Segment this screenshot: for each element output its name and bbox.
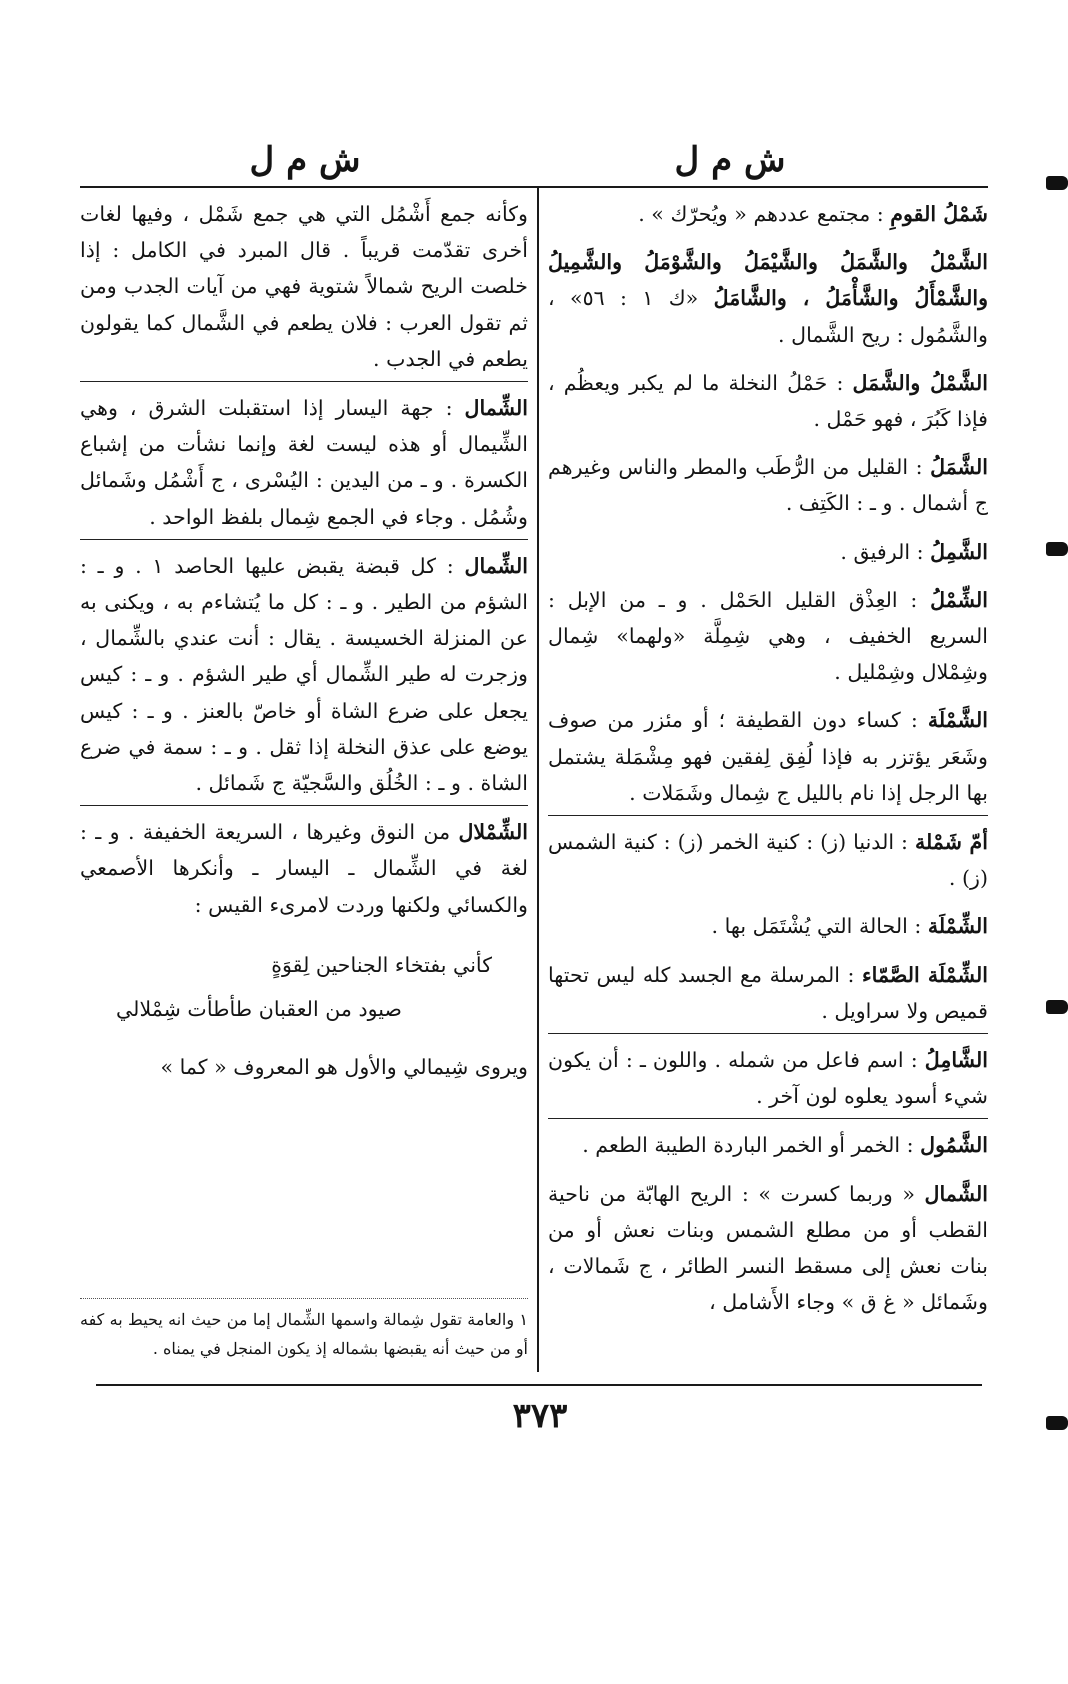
entry-headword: الشِّمْلال	[458, 820, 528, 845]
left-column	[80, 196, 528, 1085]
dictionary-entry	[80, 814, 528, 927]
entry-headword: الشَّمِلُ	[930, 539, 988, 564]
dictionary-entry	[548, 449, 988, 525]
entry-headword: أمّ شَمْلة	[914, 830, 989, 855]
page-number: ٣٧٣	[512, 1396, 568, 1436]
poem-line-2: صيود من العقبان طأطأت شِمْلالي	[116, 996, 402, 1021]
entry-definition: : العِذْق القليل الحَمْل . و ـ من الإبل : السريع الخفيف ، وهي شِمِلَّة «ولهما» شِمال وشِمْلال وشِمْليل .	[548, 587, 988, 685]
entry-definition: من النوق وغيرها ، السريعة الخفيفة . و ـ : لغة في الشِّمال ـ اليسار ـ وأنكرها الأصمعي والكسائي ولكنها وردت لامرىء القيس :	[80, 820, 528, 917]
entry-definition: : كساء دون القطيفة ؛ أو مئزر من صوف وشَعَر يؤتزر به فإذا لُفِق لِفقين فهو مِشْمَلة يشتمل بها الرجل إذا نام بالليل ج شِمال وشَمَلات .	[548, 708, 988, 805]
left-column-header: ش م ل	[249, 140, 361, 180]
entry-definition: : الدنيا (ز) : كنية الخمر (ز) : كنية الشمس (ز) .	[548, 830, 988, 891]
footnote: ١ والعامة تقول شِمالة واسمها الشِّمال إما من حيث انه يحيط به كفه أو من حيث أنه يقبضها بشماله إذ يكون المنجل في يمناه .	[80, 1298, 528, 1363]
dictionary-entry	[548, 582, 988, 695]
margin-mark-icon	[1046, 1416, 1068, 1430]
dictionary-entry	[80, 390, 528, 540]
dictionary-entry	[548, 196, 988, 236]
entry-definition: : جهة اليسار إذا استقبلت الشرق ، وهي الشِّيمال أو هذه ليست لغة وإنما نشأت من إشباع الكسرة . و ـ من اليدين : اليُسْرى ، ج أَشْمُل وشَمائل وشُمُل . وجاء في الجمع شِمال بلفظ الواحد .	[80, 396, 528, 529]
dictionary-entry	[80, 548, 528, 806]
dictionary-entry	[548, 957, 988, 1034]
entry-definition: : الخمر أو الخمر الباردة الطيبة الطعم .	[582, 1133, 914, 1158]
entry-headword: شَمْلُ القومِ	[890, 202, 988, 226]
poem-line-1: كأني بفتخاء الجناحين لِقوَةٍ	[271, 952, 492, 977]
entry-definition: : مجتمع عددهم « ويُحرّك » .	[638, 202, 884, 226]
entry-headword: الشَّمْلُ والشَّمَلُ والشَّيْمَلُ والشَّوْمَلُ والشَّمِيلُ والشَّمْأَلُ والشَّأْمَلُ ، والشَّامَلُ	[548, 250, 989, 311]
column-divider	[537, 188, 539, 1372]
margin-mark-icon	[1046, 1000, 1068, 1014]
entry-definition: : المرسلة مع الجسد كله ليس تحتها قميص ولا سراويل .	[548, 962, 988, 1023]
entry-headword: الشِّمْلَة الصَّمّاء	[861, 962, 988, 987]
entry-definition: : كل قبضة يقبض عليها الحاصد ١ . و ـ : الشؤم من الطير . و ـ : كل ما يُتشاءم به ، ويكنى به عن المنزلة الخسيسة . يقال : أنت عندي بالشِّمال ، وزجرت له طير الشِّمال أي طير الشؤم . و ـ : كيس يجعل على ضرع الشاة أو خاصّ بالعنز . و ـ : كيس يوضع على عذق النخلة إذا ثقل . و ـ : سمة في ضرع الشاة . و ـ : الخُلُق والسَّجيّة ج شَمائل .	[80, 553, 528, 796]
entry-definition: « وربما كسرت » : الريح الهابّة من ناحية القطب أو من مطلع الشمس وبنات نعش أو من بنات نعش إلى مسقط النسر الطائر ، ج شَمالات ، وشَمائل « غ ق » وجاء الأَشامل ،	[548, 1181, 988, 1315]
margin-mark-icon	[1046, 542, 1068, 556]
entry-definition: «ك ١ : ٥٦» ، والشَّمُول : ريح الشَّمال .	[548, 286, 988, 347]
right-column-header: ش م ل	[674, 140, 786, 180]
entry-headword: الشِّمْلُ	[930, 587, 989, 612]
entry-headword: الشِّمال	[464, 553, 529, 578]
dictionary-entry	[548, 244, 988, 357]
right-column	[548, 196, 988, 1332]
entry-headword: الشِّمال	[464, 396, 528, 421]
dictionary-entry	[80, 196, 528, 382]
bottom-rule	[96, 1384, 982, 1386]
entry-headword: الشَّمْلَة	[927, 708, 989, 733]
dictionary-entry	[548, 824, 988, 900]
entry-headword: الشَّامِلُ	[924, 1048, 988, 1073]
entry-headword: الشَّمال	[924, 1181, 989, 1206]
entry-headword: الشَّمُول	[920, 1133, 988, 1158]
entry-definition: : القليل من الرُّطَب والمطر والناس وغيرهم ج أشمال . و ـ : الكَتِف .	[548, 455, 988, 516]
dictionary-entry	[548, 365, 988, 441]
left-after-poem-text: ويروى شِيمالي والأول هو المعروف « كما »	[160, 1054, 528, 1079]
top-rule	[80, 186, 988, 188]
dictionary-entry	[548, 1042, 988, 1119]
entry-headword: الشِّمْلَة	[927, 914, 988, 939]
dictionary-entry	[548, 534, 988, 574]
dictionary-entry	[548, 1127, 988, 1167]
entry-definition: : الحالة التي يُشْتَمَل بها .	[711, 914, 922, 939]
entry-headword: الشَّمَلُ	[930, 455, 988, 480]
dictionary-entry	[548, 908, 988, 948]
margin-mark-icon	[1046, 176, 1068, 190]
entry-definition: : حَمْلُ النخلة ما لم يكبر ويعظُم ، فإذا كَبُرَ ، فهو حَمْل .	[548, 370, 988, 432]
poem-verse	[80, 943, 528, 1031]
entry-definition: : الرفيق .	[840, 539, 924, 564]
entry-definition: : اسم فاعل من شمله . واللون ـ : أن يكون شيء أسود يعلوه لون آخر .	[548, 1048, 988, 1109]
entry-headword: الشَّمْلُ والشَّمَل	[852, 370, 989, 395]
dictionary-entry	[548, 702, 988, 816]
dictionary-entry	[548, 1176, 988, 1325]
entry-definition: وكأنه جمع أَشْمُل التي هي جمع شَمْل ، وفيها لغات أخرى تقدّمت قريباً . قال المبرد في الكامل : إذا خلصت الريح شمالاً شتوية فهي من آيات الجدب ومن ثم تقول العرب : فلان يطعم في الشَّمال كما يقولون يطعم في الجدب .	[80, 202, 528, 371]
